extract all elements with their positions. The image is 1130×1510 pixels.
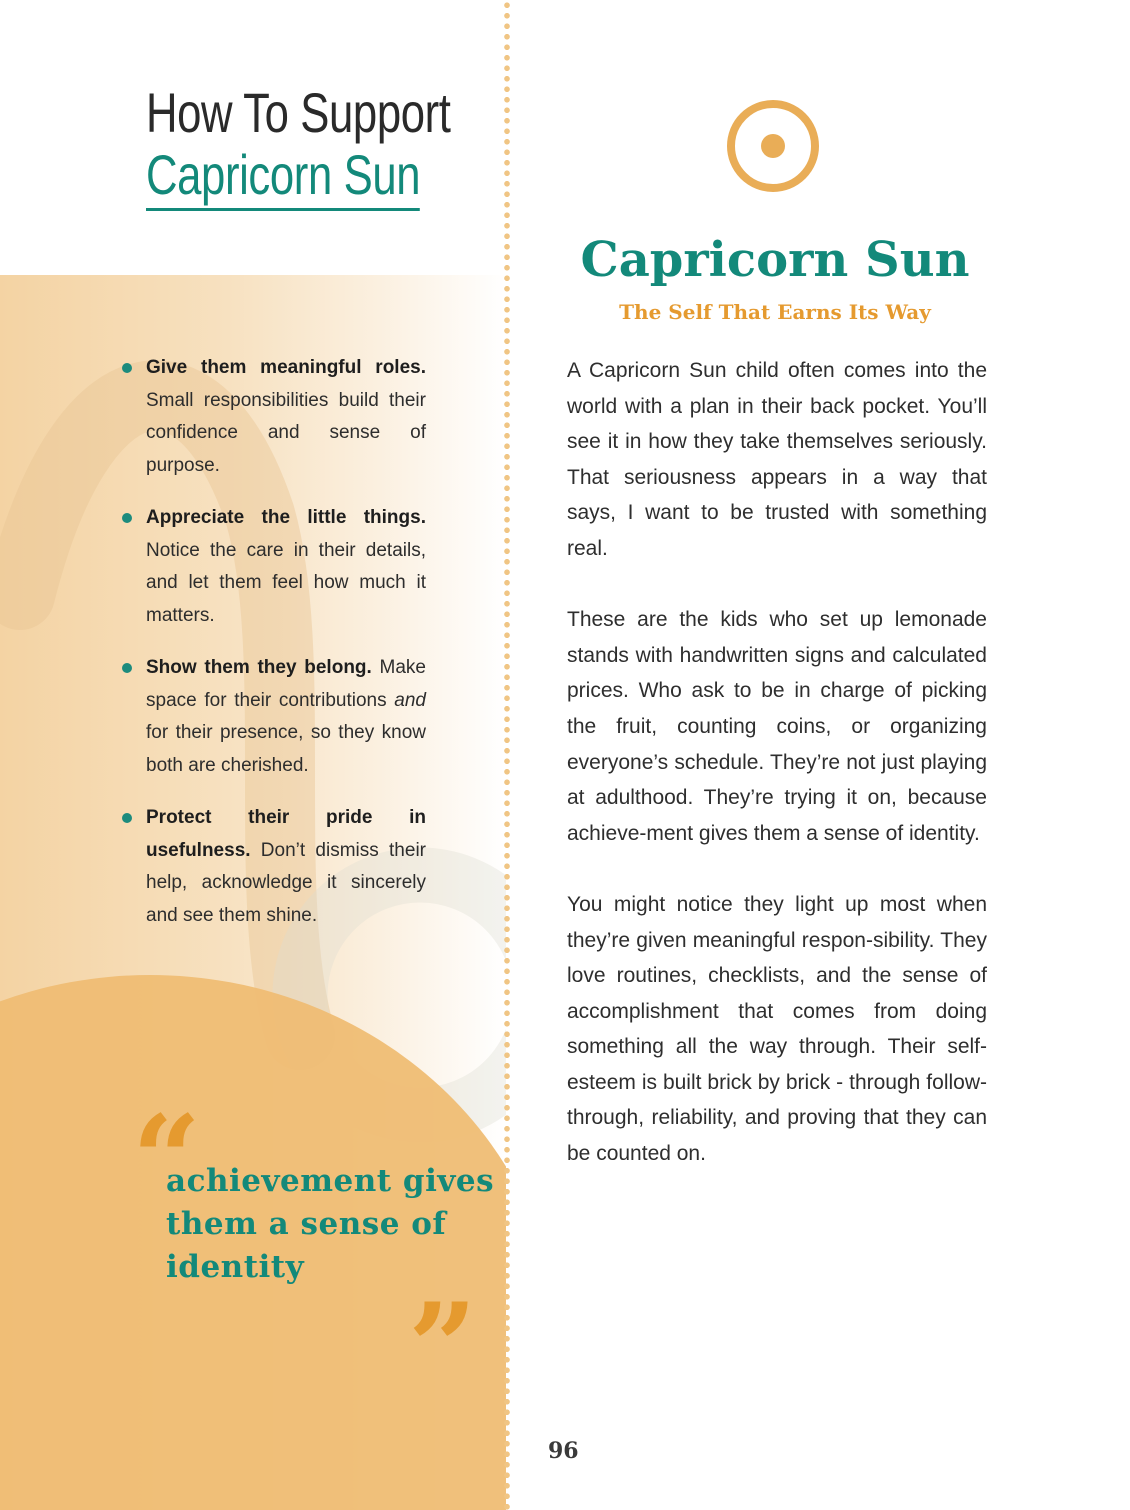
open-quote-icon: “ — [132, 1089, 202, 1230]
close-quote-icon: ” — [408, 1277, 478, 1418]
list-item — [120, 652, 426, 782]
tip-text: Small responsibilities build their confidence and sense of purpose. — [146, 389, 426, 476]
body-text — [567, 353, 987, 1207]
list-item — [120, 502, 426, 632]
support-heading — [146, 82, 451, 211]
pull-quote-text: achievement gives them a sense of identity — [166, 1163, 495, 1285]
tip-lead: Appreciate the little things. — [146, 507, 426, 528]
tip-lead: Give them meaningful roles. — [146, 357, 426, 378]
bullet-dot-icon — [122, 513, 132, 523]
sign-title: Capricorn Sun — [580, 232, 970, 288]
tip-emphasis: and — [394, 689, 426, 711]
tip-text: for their presence, so they know both are cherished. — [146, 722, 426, 776]
tip-lead: Show them they belong. — [146, 657, 372, 678]
body-paragraph: You might notice they light up most when they’re given meaningful respon-sibility. They love routines, checklists, and the sense of accomplishment that comes from doing something all the way through. Their self-esteem is built brick by brick - through follow-through, reliability, and proving that they can be counted on. — [567, 892, 987, 1166]
bullet-dot-icon — [122, 663, 132, 673]
tip-lead: Protect their pride in usefulness. — [146, 807, 426, 861]
list-item — [120, 352, 426, 482]
tip-text: Don’t dismiss their help, acknowledge it sincerely and see them shine. — [146, 839, 426, 926]
bullet-dot-icon — [122, 813, 132, 823]
support-heading-line1: How To Support — [146, 81, 451, 144]
body-paragraph: These are the kids who set up lemonade stands with handwritten signs and calculated prices. Who ask to be in charge of picking the fruit, counting coins, or organizing everyone’s schedule. They’re not just playing at adulthood. They’re trying it on, because achieve-ment gives them a sense of identity. — [567, 608, 987, 845]
tip-text: Make space for their contributions — [146, 657, 426, 711]
support-heading-line2: Capricorn Sun — [146, 144, 420, 211]
list-item — [120, 802, 426, 932]
page-number: 96 — [548, 1438, 579, 1464]
support-tips-list — [120, 352, 426, 952]
bullet-dot-icon — [122, 363, 132, 373]
tip-text: Notice the care in their details, and let them feel how much it matters. — [146, 539, 426, 626]
sign-subtitle: The Self That Earns Its Way — [619, 300, 931, 324]
sun-symbol-icon — [724, 97, 822, 195]
body-paragraph: A Capricorn Sun child often comes into the world with a plan in their back pocket. You’ll see it in how they take themselves seriously. That seriousness appears in a way that says, I want to be trusted with something real. — [567, 359, 987, 560]
dotted-divider — [502, 0, 512, 1510]
